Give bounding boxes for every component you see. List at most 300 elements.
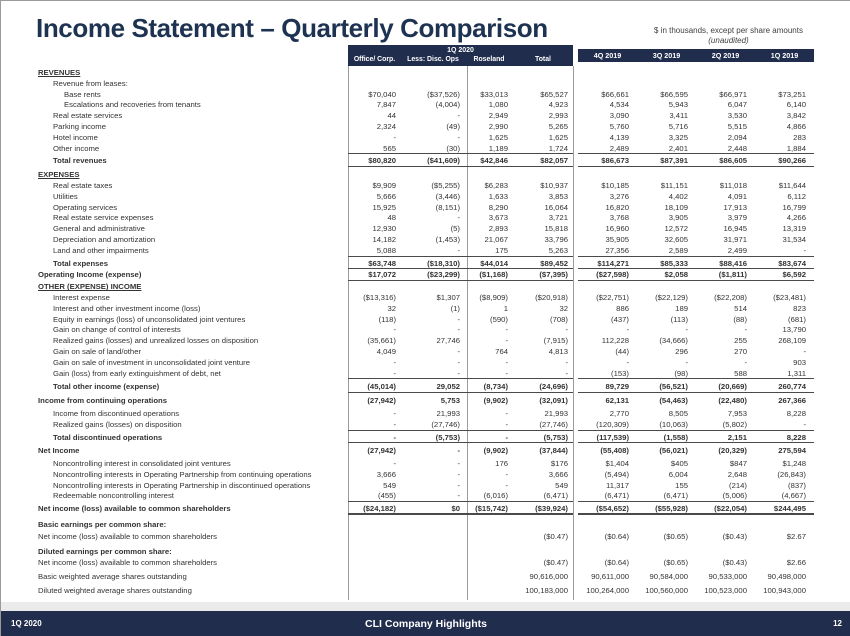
value-cell: (6,471) [637,491,696,502]
value-cell: (10,063) [637,420,696,431]
value-cell: 31,971 [723,234,747,244]
table-row [36,246,814,257]
value-cell: 3,721 [548,213,568,223]
value-cell: $70,040 [368,89,396,99]
row-label: Net Income [38,446,80,456]
value-cell [348,558,401,569]
value-cell: (24,696) [513,382,573,393]
value-cell: ($0.64) [604,558,629,568]
value-cell: $11,018 [719,180,747,190]
value-cell: 16,064 [544,202,568,212]
value-cell: 8,290 [488,202,508,212]
row-label: Real estate taxes [53,180,113,190]
row-label: General and administrative [53,224,145,234]
value-cell: ($22,208) [714,292,747,302]
row-label: Basic earnings per common share: [38,520,167,530]
table-row [36,470,814,481]
value-cell: 268,109 [778,336,806,346]
value-cell [348,572,401,583]
value-cell: 90,498,000 [767,572,806,582]
row-label: Total expenses [53,258,108,268]
value-cell: 189 [675,303,688,313]
value-cell: - [505,336,508,346]
value-cell: $44,014 [465,259,513,270]
value-cell: 2,401 [637,144,696,155]
value-cell: ($0.43) [722,558,747,568]
value-cell: - [457,480,460,490]
value-cell: 3,853 [548,191,568,201]
value-cell: - [505,469,508,479]
value-cell: 3,673 [488,213,508,223]
footer-quarter: 1Q 2020 [11,619,42,628]
value-cell: 549 [383,480,396,490]
value-cell: - [565,357,568,367]
table-row [36,133,814,144]
value-cell: - [348,433,401,444]
table-row [36,358,814,369]
value-cell: 6,004 [668,469,688,479]
row-label: Equity in earnings (loss) of unconsolidated joint ventures [53,314,246,324]
value-cell: 3,276 [609,191,629,201]
value-cell: (6,016) [465,491,513,502]
value-cell [348,586,401,597]
value-cell: 6,140 [786,100,806,110]
value-cell: (27,746) [513,420,573,431]
value-cell: (30) [401,144,465,155]
value-cell: - [457,357,460,367]
value-cell: (37,844) [539,446,568,456]
value-cell: (27,746) [401,420,465,431]
value-cell: $2,058 [637,270,696,281]
table-row [36,293,814,304]
value-cell: $42,846 [465,156,513,167]
value-cell: $17,072 [348,270,401,281]
value-cell: 35,905 [605,234,629,244]
value-cell: 5,265 [548,121,568,131]
value-cell: 2,893 [488,224,508,234]
row-label: Other income [53,143,100,153]
table-row [36,100,814,111]
value-cell: - [744,357,747,367]
value-cell: 3,768 [609,213,629,223]
value-cell: 21,993 [436,408,460,418]
table-row [36,192,814,203]
row-label: Parking income [53,121,106,131]
table-row [36,336,814,347]
value-cell: 1,311 [755,369,814,380]
value-cell: $73,251 [778,89,806,99]
value-cell: ($23,299) [401,270,465,281]
value-cell: 1 [503,303,508,313]
value-cell: 175 [465,246,513,257]
value-cell: $6,592 [755,270,814,281]
value-cell: 3,530 [727,111,747,121]
value-cell: (5,006) [696,491,755,502]
value-cell: $80,820 [348,156,401,167]
value-cell: - [685,325,688,335]
row-label: Redeemable noncontrolling interest [53,491,174,501]
value-cell: (5) [450,224,460,234]
value-cell: $86,673 [578,156,637,167]
value-cell: 176 [495,459,508,469]
table-row [36,235,814,246]
value-cell: ($22,751) [596,292,629,302]
column-header: Roseland [473,56,505,63]
column-header: 1Q 2019 [770,51,799,60]
value-cell: 7,847 [376,100,396,110]
table-row [36,446,814,457]
value-cell: 4,813 [548,346,568,356]
value-cell: 2,949 [488,111,508,121]
value-cell: $244,495 [755,504,814,515]
value-cell: 5,760 [609,121,629,131]
row-label: Land and other impairments [53,245,149,255]
value-cell: (118) [378,314,396,324]
value-cell: - [465,433,513,444]
value-cell: - [505,325,508,335]
table-row [36,304,814,315]
value-cell: 44 [387,111,396,121]
value-cell: 15,925 [372,202,396,212]
value-cell: 1,625 [548,132,568,142]
value-cell: (9,902) [483,396,508,406]
value-cell: (49) [446,121,460,131]
value-cell: 2,589 [637,246,696,257]
value-cell: 2,993 [548,111,568,121]
value-cell: (1,453) [435,234,460,244]
row-label: EXPENSES [38,170,80,180]
value-cell: ($22,054) [696,504,755,515]
table-row [36,572,814,583]
value-cell: 3,979 [727,213,747,223]
value-cell: (1) [450,303,460,313]
value-cell: (1,558) [637,433,696,444]
value-cell: $847 [729,459,747,469]
value-cell: - [513,369,573,380]
value-cell: 549 [555,480,568,490]
value-cell: $11,644 [778,180,806,190]
value-cell: - [457,446,460,456]
value-cell: ($27,598) [578,270,637,281]
value-cell: ($1,168) [465,270,513,281]
value-cell: 764 [495,346,508,356]
value-cell: (214) [729,480,747,490]
row-label: REVENUES [38,68,81,77]
value-cell: $2.67 [786,531,806,541]
table-row [36,369,814,380]
value-cell: (120,309) [578,420,637,431]
value-cell: ($0.47) [543,558,568,568]
value-cell: 4,049 [376,346,396,356]
value-cell: 90,616,000 [529,572,568,582]
row-label: Noncontrolling interest in consolidated joint ventures [53,459,231,469]
value-cell: 100,943,000 [763,586,806,596]
column-group-header-1q2020 [348,45,573,66]
value-cell: (56,521) [637,382,696,393]
value-cell: 8,228 [755,433,814,444]
value-cell: 3,090 [609,111,629,121]
value-cell: 588 [696,369,755,380]
value-cell: - [755,420,814,431]
table-row [36,532,814,543]
row-label: Depreciation and amortization [53,234,156,244]
value-cell: ($39,924) [513,504,573,515]
value-cell: $11,151 [660,180,688,190]
value-cell: (5,802) [696,420,755,431]
value-cell: (590) [490,314,508,324]
value-cell: ($55,928) [637,504,696,515]
value-cell: 2,324 [376,121,396,131]
value-cell: 27,746 [436,336,460,346]
value-cell: 32 [559,303,568,313]
value-cell: - [505,357,508,367]
value-cell: $33,013 [480,89,508,99]
value-cell: 275,594 [778,446,806,456]
row-label: Income from continuing operations [38,396,167,406]
table-row [36,409,814,420]
value-cell: 16,945 [723,224,747,234]
table-row [36,481,814,492]
value-cell: ($1,811) [696,270,755,281]
value-cell: (6,471) [578,491,637,502]
value-cell: - [393,408,396,418]
value-cell: - [401,369,465,380]
value-cell: 3,411 [669,111,688,121]
value-cell: (34,666) [659,336,688,346]
value-cell: (455) [348,491,401,502]
value-cell: - [755,246,814,257]
value-cell: (113) [670,314,688,324]
value-cell: $114,271 [578,259,637,270]
footer-page-number: 12 [833,619,842,628]
value-cell: - [393,325,396,335]
value-cell [401,532,465,543]
table-row [36,491,814,502]
row-label: OTHER (EXPENSE) INCOME [38,282,142,292]
value-cell: 48 [387,213,396,223]
value-cell: - [401,491,465,502]
value-cell [401,586,465,597]
value-cell: 100,560,000 [645,586,688,596]
value-cell: 1,189 [465,144,513,155]
row-label: Net income (loss) available to common shareholders [38,504,231,514]
column-header: Total [535,56,551,63]
value-cell: 155 [675,480,688,490]
value-cell: (681) [788,314,806,324]
value-cell: $82,057 [513,156,573,167]
table-row [36,282,814,293]
value-cell: 4,266 [786,213,806,223]
value-cell: $176 [550,459,568,469]
table-row [36,79,814,90]
value-cell: ($54,652) [578,504,637,515]
value-cell: 18,109 [664,202,688,212]
value-cell: 90,533,000 [708,572,747,582]
table-row [36,420,814,431]
value-cell: 1,884 [755,144,814,155]
value-cell: 12,572 [664,224,688,234]
value-cell: $1,248 [782,459,806,469]
value-cell: $9,909 [372,180,396,190]
table-row [36,558,814,569]
value-cell: 5,515 [727,121,747,131]
value-cell: (837) [788,480,806,490]
value-cell: (8,734) [465,382,513,393]
value-cell [465,532,513,543]
value-cell: $86,605 [696,156,755,167]
value-cell: 31,534 [782,234,806,244]
value-cell: ($5,255) [431,180,460,190]
value-cell: 12,930 [372,224,396,234]
value-cell: 3,905 [668,213,688,223]
value-cell: 5,263 [513,246,573,257]
column-header: Office/ Corp. [353,56,396,63]
value-cell: $0 [401,504,465,515]
row-label: Total discontinued operations [53,432,163,442]
value-cell: (6,471) [513,491,573,502]
row-label: Base rents [64,89,101,99]
row-label: Noncontrolling interests in Operating Partnership from continuing operations [53,469,312,479]
value-cell: ($18,310) [401,259,465,270]
value-cell: - [457,111,460,121]
table-row [36,520,814,531]
row-label: Interest and other investment income (loss) [53,303,201,313]
value-cell: $89,452 [513,259,573,270]
value-cell: - [626,357,629,367]
row-label: Income from discontinued operations [53,408,180,418]
value-cell: $2.66 [786,558,806,568]
value-cell: 2,499 [696,246,755,257]
value-cell: (27,942) [367,396,396,406]
value-cell: 1,080 [488,100,508,110]
value-cell: 4,866 [786,121,806,131]
value-cell: - [348,420,401,431]
table-row [36,170,814,181]
row-label: Revenue from leases: [53,78,128,88]
table-row [36,213,814,224]
value-cell: $10,937 [540,180,568,190]
column-header: 4Q 2019 [593,51,622,60]
value-cell: $1,307 [436,292,460,302]
value-cell: 32,605 [664,234,688,244]
value-cell: ($0.65) [663,558,688,568]
value-cell: 255 [734,336,747,346]
value-cell: - [565,325,568,335]
bottom-accent-strip [1,602,850,611]
row-label: Gain on change of control of interests [53,325,181,335]
value-cell: (35,661) [367,336,396,346]
value-cell: $6,283 [484,180,508,190]
value-cell: $88,416 [696,259,755,270]
table-row [36,68,814,79]
value-cell: 260,774 [755,382,814,393]
value-cell: $83,674 [755,259,814,270]
value-cell: 3,666 [548,469,568,479]
row-label: Net income (loss) available to common shareholders [38,531,218,541]
group-header-label: 1Q 2020 [447,47,474,54]
table-row [36,259,814,270]
value-cell: - [457,314,460,324]
value-cell [401,558,465,569]
value-cell: 4,534 [609,100,629,110]
page-title: Income Statement – Quarterly Comparison [36,13,548,43]
value-cell: 16,820 [605,202,629,212]
value-cell: ($0.64) [604,531,629,541]
value-cell: 1,625 [488,132,508,142]
value-cell: $85,333 [637,259,696,270]
value-cell: 5,088 [348,246,401,257]
value-cell: ($20,918) [535,292,568,302]
row-label: Real estate services [53,111,123,121]
value-cell: ($7,395) [513,270,573,281]
value-cell: 5,753 [440,396,460,406]
value-cell: (27,942) [367,446,396,456]
table-row [36,586,814,597]
table-row [36,325,814,336]
row-label: Total other income (expense) [53,382,160,392]
value-cell: 4,402 [668,191,688,201]
row-label: Noncontrolling interests in Operating Partnership in discontinued operations [53,480,311,490]
value-cell [348,532,401,543]
value-cell: 100,264,000 [586,586,629,596]
value-cell: (54,463) [659,396,688,406]
value-cell: (98) [637,369,696,380]
value-cell: 89,729 [578,382,637,393]
value-cell: 27,356 [578,246,637,257]
value-cell: (4,667) [755,491,814,502]
value-cell: 2,489 [578,144,637,155]
value-cell: 100,523,000 [704,586,747,596]
value-cell: 283 [793,132,806,142]
value-cell: ($41,609) [401,156,465,167]
value-cell: 11,317 [606,480,629,490]
value-cell: $66,661 [601,89,629,99]
table-row [36,90,814,101]
value-cell: ($37,526) [427,89,460,99]
value-cell: (5,494) [604,469,629,479]
value-cell: (708) [550,314,568,324]
row-label: Operating services [53,202,118,212]
value-cell: 32 [387,303,396,313]
value-cell: - [348,369,401,380]
value-cell: - [393,459,396,469]
row-label: Realized gains (losses) and unrealized losses on disposition [53,336,259,346]
value-cell: - [505,408,508,418]
value-cell: 565 [348,144,401,155]
table-row [36,433,814,444]
table-row [36,547,814,558]
table-row [36,122,814,133]
value-cell: 17,913 [723,202,747,212]
value-cell: 14,182 [372,234,396,244]
column-header: Less: Disc. Ops [407,56,459,63]
value-cell: - [626,325,629,335]
value-cell: 2,151 [696,433,755,444]
value-cell: - [457,346,460,356]
value-cell: (3,446) [435,191,460,201]
value-cell: 6,047 [727,100,747,110]
value-cell: 296 [675,346,688,356]
value-cell: - [457,325,460,335]
value-cell: 2,770 [609,408,629,418]
value-cell: (22,480) [718,396,747,406]
value-cell: 6,112 [787,191,806,201]
value-cell: 823 [793,303,806,313]
row-label: Diluted earnings per common share: [38,546,172,556]
value-cell: 13,790 [782,325,806,335]
value-cell: 1,724 [513,144,573,155]
value-cell: 903 [793,357,806,367]
